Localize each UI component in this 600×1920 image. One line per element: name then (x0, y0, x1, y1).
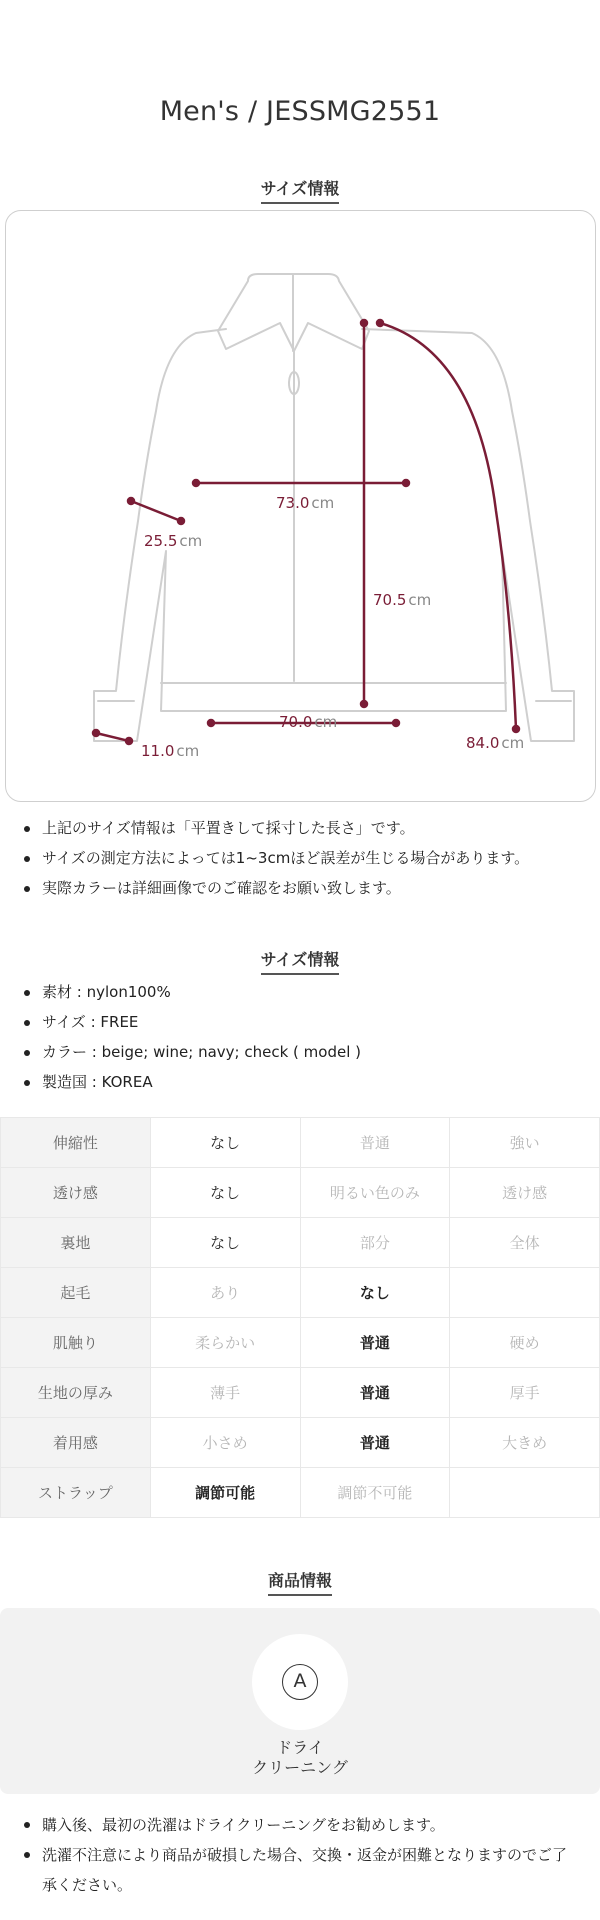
table-row (1, 1168, 600, 1218)
attribute-option: なし (150, 1118, 300, 1168)
attribute-label: ストラップ (1, 1468, 151, 1518)
attribute-option: 部分 (300, 1218, 450, 1268)
table-row (1, 1318, 600, 1368)
fabric-attributes-table (0, 1117, 600, 1518)
attribute-label: 肌触り (1, 1318, 151, 1368)
size-info-heading: サイズ情報 (0, 176, 600, 204)
attribute-label: 起毛 (1, 1268, 151, 1318)
care-icon-circle (252, 1634, 348, 1730)
size-diagram (5, 210, 596, 802)
care-box (0, 1608, 600, 1794)
list-item: 実際カラーは詳細画像でのご確認をお願い致します。 (20, 878, 580, 898)
attribute-option: 硬め (450, 1318, 600, 1368)
spec-heading: サイズ情報 (0, 947, 600, 975)
attribute-option: 調節可能 (150, 1468, 300, 1518)
attribute-option: なし (150, 1168, 300, 1218)
attribute-option: なし (300, 1268, 450, 1318)
attribute-option: 普通 (300, 1318, 450, 1368)
attribute-option: 普通 (300, 1118, 450, 1168)
size-notes-list (20, 818, 580, 898)
list-item: 洗濯不注意により商品が破損した場合、交換・返金が困難となりますのでご了承ください。 (20, 1840, 580, 1900)
attribute-label: 着用感 (1, 1418, 151, 1468)
product-title: Men's / JESSMG2551 (159, 96, 441, 127)
attribute-label: 伸縮性 (1, 1118, 151, 1168)
sleeve-width-measurement: 25.5 cm (144, 532, 203, 550)
attribute-option: 全体 (450, 1218, 600, 1268)
care-label: ドライ クリーニング (252, 1738, 348, 1777)
attribute-option: 普通 (300, 1368, 450, 1418)
list-item: カラー : beige; wine; navy; check ( model ) (20, 1042, 580, 1062)
table-row (1, 1268, 600, 1318)
attribute-option: 明るい色のみ (300, 1168, 450, 1218)
attribute-option: 薄手 (150, 1368, 300, 1418)
list-item: 素材 : nylon100% (20, 982, 580, 1002)
dry-clean-icon: A (282, 1664, 318, 1700)
attribute-option: なし (150, 1218, 300, 1268)
attribute-option (450, 1268, 600, 1318)
list-item: サイズ : FREE (20, 1012, 580, 1032)
table-row (1, 1468, 600, 1518)
attribute-option: 厚手 (450, 1368, 600, 1418)
attribute-option: あり (150, 1268, 300, 1318)
attribute-option: 小さめ (150, 1418, 300, 1468)
table-row (1, 1368, 600, 1418)
attribute-label: 生地の厚み (1, 1368, 151, 1418)
product-info-heading: 商品情報 (0, 1568, 600, 1596)
attribute-option: 調節不可能 (300, 1468, 450, 1518)
attribute-label: 透け感 (1, 1168, 151, 1218)
attribute-option: 強い (450, 1118, 600, 1168)
care-notes-list (20, 1810, 580, 1900)
cuff-measurement: 11.0 cm (141, 742, 200, 760)
attribute-option: 透け感 (450, 1168, 600, 1218)
table-row (1, 1118, 600, 1168)
sleeve-length-measurement: 84.0 cm (466, 734, 525, 752)
table-row (1, 1418, 600, 1468)
chest-measurement: 73.0 cm (276, 494, 335, 512)
spec-list (20, 982, 580, 1092)
list-item: 製造国 : KOREA (20, 1072, 580, 1092)
attribute-option: 柔らかい (150, 1318, 300, 1368)
list-item: 購入後、最初の洗濯はドライクリーニングをお勧めします。 (20, 1810, 580, 1840)
attribute-option (450, 1468, 600, 1518)
length-measurement: 70.5 cm (373, 591, 432, 609)
attribute-label: 裏地 (1, 1218, 151, 1268)
table-row (1, 1218, 600, 1268)
hem-measurement: 70.0 cm (279, 713, 338, 731)
attribute-option: 大きめ (450, 1418, 600, 1468)
attribute-option: 普通 (300, 1418, 450, 1468)
list-item: サイズの測定方法によっては1~3cmほど誤差が生じる場合があります。 (20, 848, 580, 868)
list-item: 上記のサイズ情報は「平置きして採寸した長さ」です。 (20, 818, 580, 838)
